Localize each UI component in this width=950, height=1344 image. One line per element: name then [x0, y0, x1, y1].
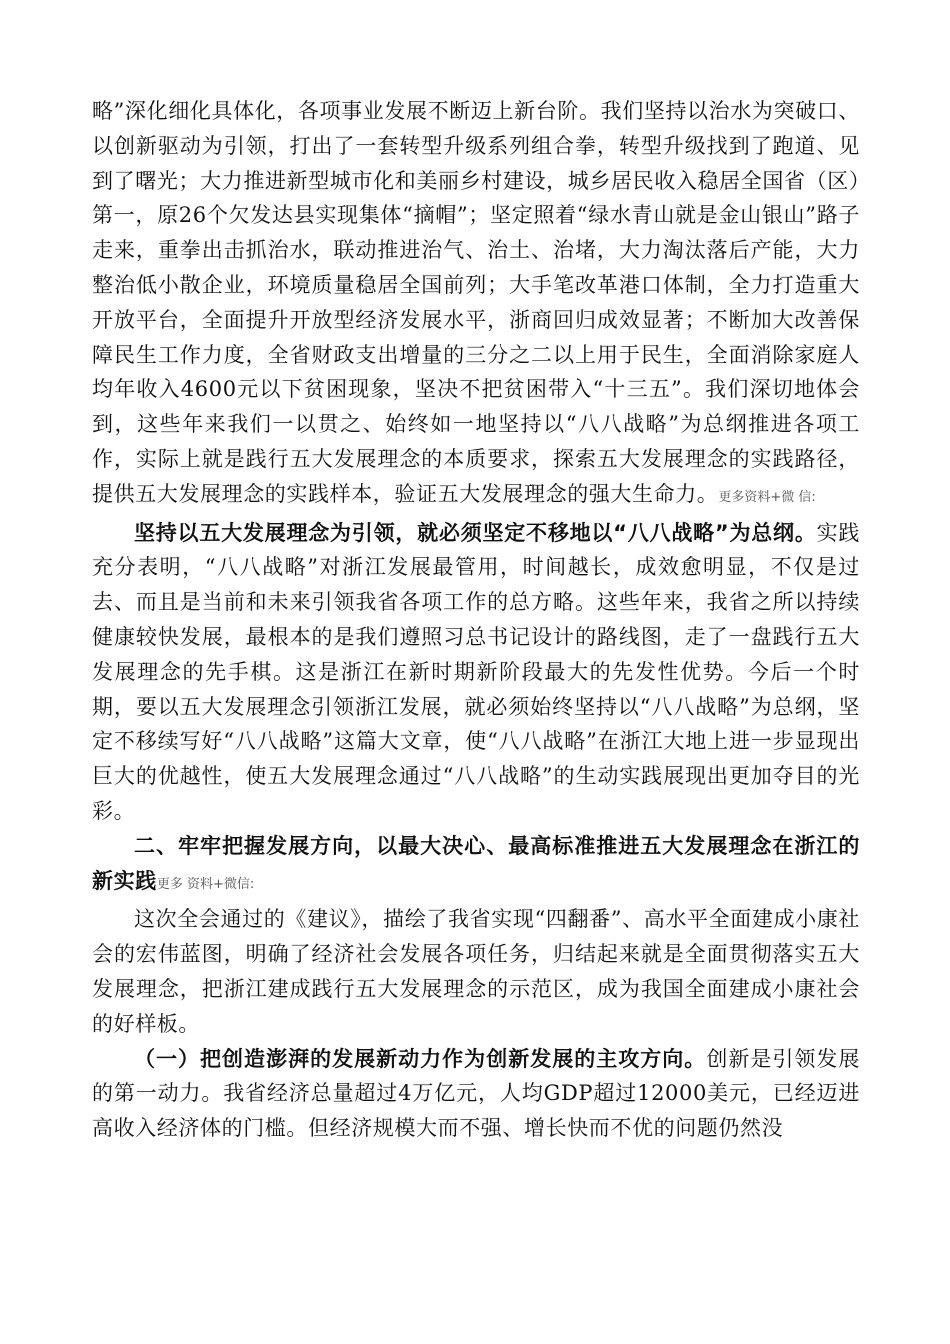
promo-note: 更多 资料+微信: [156, 876, 255, 892]
document-page [92, 94, 860, 1146]
paragraph-general-program [92, 516, 860, 829]
subsection-heading-1: （一）把创造澎湃的发展新动力作为创新发展的主攻方向。 [134, 1046, 707, 1071]
paragraph-innovation-text: 创新是引领发展的第一动力。我省经济总量超过4万亿元，人均GDP超过12000美元，已经迈进高收入经济体的门槛。但经济规模大而不强、增长快而不优的问题仍然没 [92, 1046, 860, 1141]
section-heading-2-text: 二、牢牢把握发展方向，以最大决心、最高标准推进五大发展理念在浙江的新实践 [92, 833, 860, 893]
paragraph-achievements [92, 94, 860, 516]
paragraph-innovation [92, 1042, 860, 1146]
paragraph-lead-sentence: 坚持以五大发展理念为引领，就必须坚定不移地以“八八战略”为总纲。 [134, 520, 817, 545]
paragraph-general-program-text: 实践充分表明，“八八战略”对浙江发展最管用，时间越长，成效愈明显，不仅是过去、而且是当前和未来引领我省各项工作的总方略。这些年来，我省之所以持续健康较快发展，最根本的是我们遵照习总书记设计的路线图，走了一盘践行五大发展理念的先手棋。这是浙江在新时期新阶段最大的先发性优势。今后一个时期，要以五大发展理念引领浙江发展，就必须始终坚持以“八八战略”为总纲，坚定不移续写好“八八战略”这篇大文章，使“八八战略”在浙江大地上进一步显现出巨大的优越性，使五大发展理念通过“八八战略”的生动实践展现出更加夺目的光彩。 [92, 520, 860, 823]
paragraph-proposal-text: 这次全会通过的《建议》，描绘了我省实现“四翻番”、高水平全面建成小康社会的宏伟蓝图，明确了经济社会发展各项任务，归结起来就是全面贯彻落实五大发展理念，把浙江建成践行五大发展理念的示范区，成为我国全面建成小康社会的好样板。 [92, 907, 860, 1036]
paragraph-proposal [92, 902, 860, 1041]
promo-note: 更多资料+微 信: [718, 489, 816, 505]
paragraph-achievements-text: 略”深化细化具体化，各项事业发展不断迈上新台阶。我们坚持以治水为突破口、以创新驱动为引领，打出了一套转型升级系列组合拳，转型升级找到了跑道、见到了曙光；大力推进新型城市化和美丽乡村建设，城乡居民收入稳居全国省（区）第一，原26个欠发达县实现集体“摘帽”；坚定照着“绿水青山就是金山银山”路子走来，重拳出击抓治水，联动推进治气、治土、治堵，大力淘汰落后产能，大力整治低小散企业，环境质量稳居全国前列；大手笔改革港口体制，全力打造重大开放平台，全面提升开放型经济发展水平，浙商回归成效显著；不断加大改善保障民生工作力度，全省财政支出增量的三分之二以上用于民生，全面消除家庭人均年收入4600元以下贫困现象，坚决不把贫困带入“十三五”。我们深切地体会到，这些年来我们一以贯之、始终如一地坚持以“八八战略”为总纲推进各项工作，实际上就是践行五大发展理念的本质要求，探索五大发展理念的实践路径，提供五大发展理念的实践样本，验证五大发展理念的强大生命力。 [92, 99, 860, 506]
section-heading-2 [92, 829, 860, 903]
